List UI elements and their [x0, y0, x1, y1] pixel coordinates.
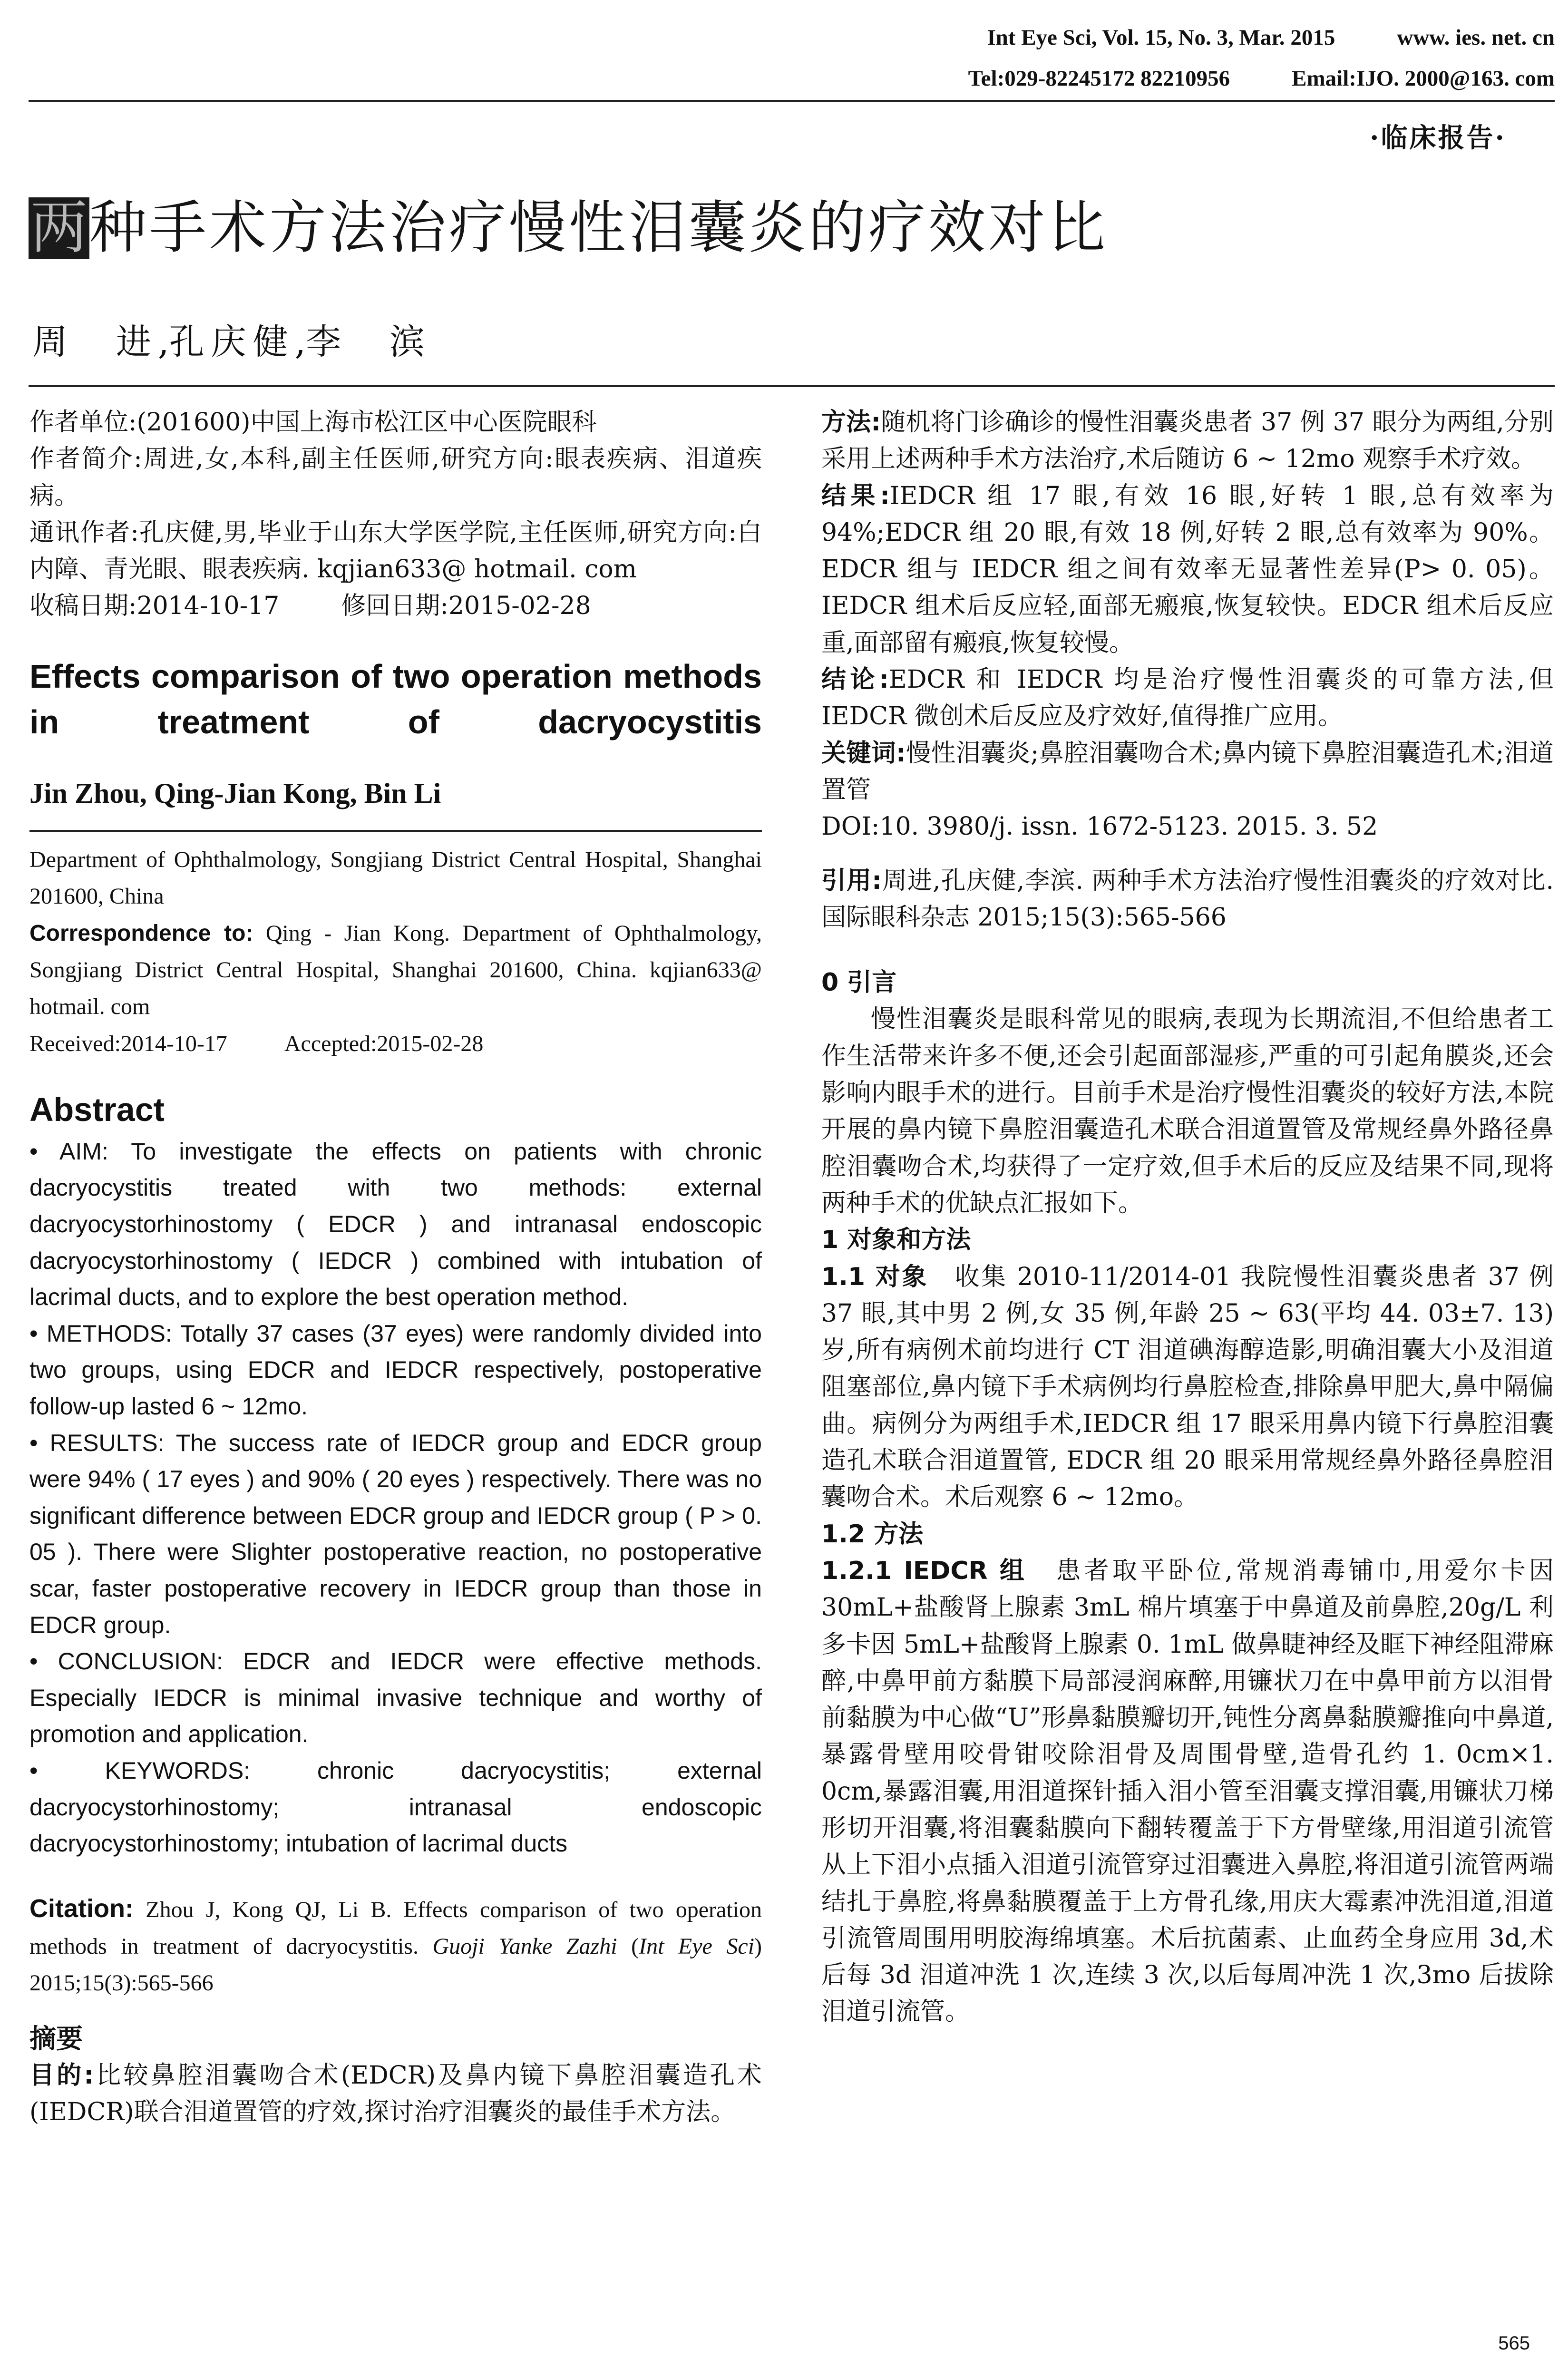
right-column	[821, 404, 1554, 2031]
journal-email: Email:IJO. 2000@163. com	[1292, 66, 1555, 91]
section-1-2-1-label: 1.2.1 IEDCR 组	[821, 1556, 1028, 1585]
citation-abbr: Int Eye Sci	[639, 1934, 755, 1959]
cn-abstract-methods	[821, 404, 1554, 478]
author-1: 周 进	[32, 321, 158, 362]
english-dates	[29, 1025, 762, 1062]
correspondence-label: Correspondence to:	[29, 920, 253, 946]
author-correspondence: 通讯作者:孔庆健,男,毕业于山东大学医学院,主任医师,研究方向:白内障、青光眼、眼表疾病. kqjian633@ hotmail. com	[29, 518, 762, 584]
received-date-cn: 收稿日期:2014-10-17	[29, 592, 280, 621]
section-1-2-1	[821, 1553, 1554, 2031]
cn-aim-label: 目的:	[29, 2061, 94, 2090]
accepted-date: Accepted:2015-02-28	[284, 1031, 484, 1056]
section-1-1-label: 1.1 对象	[821, 1262, 928, 1291]
cn-abstract-keywords	[821, 735, 1554, 809]
abstract-methods: • METHODS: Totally 37 cases (37 eyes) were randomly divided into two groups, using EDCR and IEDCR respectively, postoperative follow-up lasted 6 ~ 12mo.	[29, 1320, 762, 1420]
section-intro-heading: 0 引言	[821, 968, 897, 997]
cn-abstract-conclusion	[821, 662, 1554, 735]
author-bio: 作者简介:周进,女,本科,副主任医师,研究方向:眼表疾病、泪道疾病。	[29, 445, 762, 510]
section-1-2-1-text: 患者取平卧位,常规消毒铺巾,用爱尔卡因 30mL+盐酸肾上腺素 3mL 棉片填塞于中鼻道及前鼻腔,20g/L 利多卡因 5mL+盐酸肾上腺素 0. 1mL 做鼻睫神经及眶下神经阻滞麻醉,中鼻甲前方黏膜下局部浸润麻醉,用镰状刀在中鼻甲前方以泪骨前黏膜为中心做“U”形鼻黏膜瓣切开,钝性分离鼻黏膜瓣推向中鼻道,暴露骨壁用咬骨钳咬除泪骨及周围骨壁,造骨孔约 1. 0cm×1. 0cm,暴露泪囊,用泪道探针插入泪小管至泪囊支撑泪囊,用镰状刀梯形切开泪囊,将泪囊黏膜向下翻转覆盖于下方骨壁缘,用泪道引流管从上下泪小点插入泪道引流管穿过泪囊进入鼻腔,将泪道引流管两端结扎于鼻腔,将鼻黏膜覆盖于上方骨孔缘,用庆大霉素冲洗泪道,泪道引流管周围用明胶海绵填塞。术后抗菌素、止血药全身应用 3d,术后每 3d 泪道冲洗 1 次,连续 3 次,以后每周冲洗 1 次,3mo 后拔除泪道引流管。	[821, 1556, 1554, 2026]
english-divider	[29, 830, 762, 832]
abstract-keywords: • KEYWORDS: chronic dacryocystitis; external dacryocystorhinostomy; intranasal endoscopic dacryocystorhinostomy; intubation of lacrimal ducts	[29, 1757, 762, 1857]
english-title: Effects comparison of two operation methods in treatment of dacryocystitis	[29, 657, 762, 740]
author-2: 孔庆健	[169, 321, 295, 362]
section-1-1-text: 收集 2010-11/2014-01 我院慢性泪囊炎患者 37 例 37 眼,其中男 2 例,女 35 例,年龄 25 ~ 63(平均 44. 03±7. 13)岁,所有病例术前均进行 CT 泪道碘海醇造影,明确泪囊大小及泪道阻塞部位,鼻内镜下手术病例均行鼻腔检查,排除鼻甲肥大,鼻中隔偏曲。病例分为两组手术,IEDCR 组 17 眼采用鼻内镜下行鼻腔泪囊造孔术联合泪道置管, EDCR 组 20 眼采用常规经鼻外路径鼻腔泪囊吻合术。术后观察 6 ~ 12mo。	[821, 1262, 1554, 1512]
title-rest: 种手术方法治疗慢性泪囊炎的疗效对比	[89, 195, 1108, 261]
journal-website: www. ies. net. cn	[1397, 25, 1555, 50]
author-separator: ,	[294, 321, 306, 362]
citation-text: Zhou J, Kong QJ, Li B. Effects comparison of two operation methods in treatment of dacryocystitis.	[29, 1897, 762, 1959]
author-unit: 作者单位:(201600)中国上海市松江区中心医院眼科	[29, 408, 597, 437]
cn-citation	[821, 863, 1554, 936]
section-intro-text: 慢性泪囊炎是眼科常见的眼病,表现为长期流泪,不但给患者工作生活带来许多不便,还会引起面部湿疹,严重的可引起角膜炎,还会影响内眼手术的进行。目前手术是治疗慢性泪囊炎的较好方法,本院开展的鼻内镜下鼻腔泪囊造孔术联合泪道置管及常规经鼻外路径鼻腔泪囊吻合术,均获得了一定疗效,但手术后的反应及结果不同,现将两种手术的优缺点汇报如下。	[821, 1005, 1554, 1218]
authors-cn	[32, 314, 431, 364]
header-row-1	[925, 25, 1555, 50]
cn-conclusion-label: 结论:	[821, 665, 889, 694]
english-correspondence	[29, 915, 762, 1025]
cn-abstract-heading: 摘要	[29, 2023, 83, 2055]
correspondence-text: Qing - Jian Kong. Department of Ophthalmology, Songjiang District Central Hospital, Shanghai 201600, China. kqjian633@ hotmail. com	[29, 920, 762, 1020]
journal-info: Int Eye Sci, Vol. 15, No. 3, Mar. 2015	[987, 25, 1335, 50]
section-1-heading: 1 对象和方法	[821, 1226, 971, 1255]
header-row-2	[906, 66, 1555, 91]
citation-journal: Guoji Yanke Zazhi	[432, 1934, 617, 1959]
doi: DOI:10. 3980/j. issn. 1672-5123. 2015. 3. 52	[821, 812, 1378, 841]
left-column	[29, 404, 762, 2131]
citation-label: Citation:	[29, 1894, 134, 1923]
cn-keywords-label: 关键词:	[821, 739, 906, 768]
abstract-conclusion: • CONCLUSION: EDCR and IEDCR were effective methods. Especially IEDCR is minimal invasive technique and worthy of promotion and application.	[29, 1648, 762, 1748]
page-number: 565	[1498, 2333, 1530, 2354]
revised-date-cn: 修回日期:2015-02-28	[341, 592, 591, 621]
author-separator: ,	[158, 321, 169, 362]
cn-conclusion-text: EDCR 和 IEDCR 均是治疗慢性泪囊炎的可靠方法,但 IEDCR 微创术后反应及疗效好,值得推广应用。	[821, 665, 1554, 731]
author-3: 李 滨	[306, 321, 432, 362]
cn-results-text: IEDCR 组 17 眼,有效 16 眼,好转 1 眼,总有效率为 94%;EDCR 组 20 眼,有效 18 例,好转 2 眼,总有效率为 90%。EDCR 组与 IEDCR 组之间有效率无显著性差异(P> 0. 05)。IEDCR 组术后反应轻,面部无瘢痕,恢复较快。EDCR 组术后反应重,面部留有瘢痕,恢复较慢。	[821, 481, 1554, 657]
cn-aim-text: 比较鼻腔泪囊吻合术(EDCR)及鼻内镜下鼻腔泪囊造孔术(IEDCR)联合泪道置管的疗效,探讨治疗泪囊炎的最佳手术方法。	[29, 2061, 762, 2127]
cn-cite-text: 周进,孔庆健,李滨. 两种手术方法治疗慢性泪囊炎的疗效对比. 国际眼科杂志 2015;15(3):565-566	[821, 866, 1554, 932]
article-title	[29, 197, 1108, 259]
abstract-aim: • AIM: To investigate the effects on patients with chronic dacryocystitis treated with two methods: external dacryocystorhinostomy ( EDCR ) and intranasal endoscopic dacryocystorhinostomy ( IEDCR ) combined with intubation of lacrimal ducts, and to explore the best operation method.	[29, 1138, 762, 1311]
cn-methods-text: 随机将门诊确诊的慢性泪囊炎患者 37 例 37 眼分为两组,分别采用上述两种手术方法治疗,术后随访 6 ~ 12mo 观察手术疗效。	[821, 408, 1554, 474]
english-affiliation: Department of Ophthalmology, Songjiang District Central Hospital, Shanghai 201600, China	[29, 847, 762, 909]
section-1-2-heading: 1.2 方法	[821, 1520, 924, 1549]
dates-cn	[29, 588, 762, 624]
cn-results-label: 结果:	[821, 481, 890, 510]
section-1-1	[821, 1259, 1554, 1516]
english-authors: Jin Zhou, Qing-Jian Kong, Bin Li	[29, 777, 441, 809]
title-first-char: 两	[29, 197, 89, 259]
citation-volume: 2015;15(3):565-566	[29, 1970, 214, 1996]
cn-abstract-results	[821, 478, 1554, 662]
cn-keywords-text: 慢性泪囊炎;鼻腔泪囊吻合术;鼻内镜下鼻腔泪囊造孔术;泪道置管	[821, 739, 1554, 804]
journal-tel: Tel:029-82245172 82210956	[968, 66, 1230, 91]
cn-cite-label: 引用:	[821, 866, 882, 895]
abstract-heading: Abstract	[29, 1091, 165, 1128]
cn-abstract-aim	[29, 2057, 762, 2131]
received-date: Received:2014-10-17	[29, 1031, 227, 1056]
abstract-results: • RESULTS: The success rate of IEDCR group and EDCR group were 94% ( 17 eyes ) and 90% ( 20 eyes ) respectively. There was no significant difference between EDCR group and IEDCR group ( P > 0. 05 ). There were Slighter postoperative reaction, no postoperative scar, faster postoperative recovery in IEDCR group than those in EDCR group.	[29, 1429, 762, 1638]
citation: Citation: Zhou J, Kong QJ, Li B. Effects comparison of two operation methods in treatment of dacryocystitis. Guoji Yanke Zazhi (Int Eye Sci) 2015;15(3):565-566	[29, 1894, 762, 1996]
title-divider	[29, 385, 1555, 387]
section-tag: ·临床报告·	[1370, 122, 1506, 154]
journal-header	[29, 25, 1555, 102]
cn-methods-label: 方法:	[821, 408, 881, 437]
